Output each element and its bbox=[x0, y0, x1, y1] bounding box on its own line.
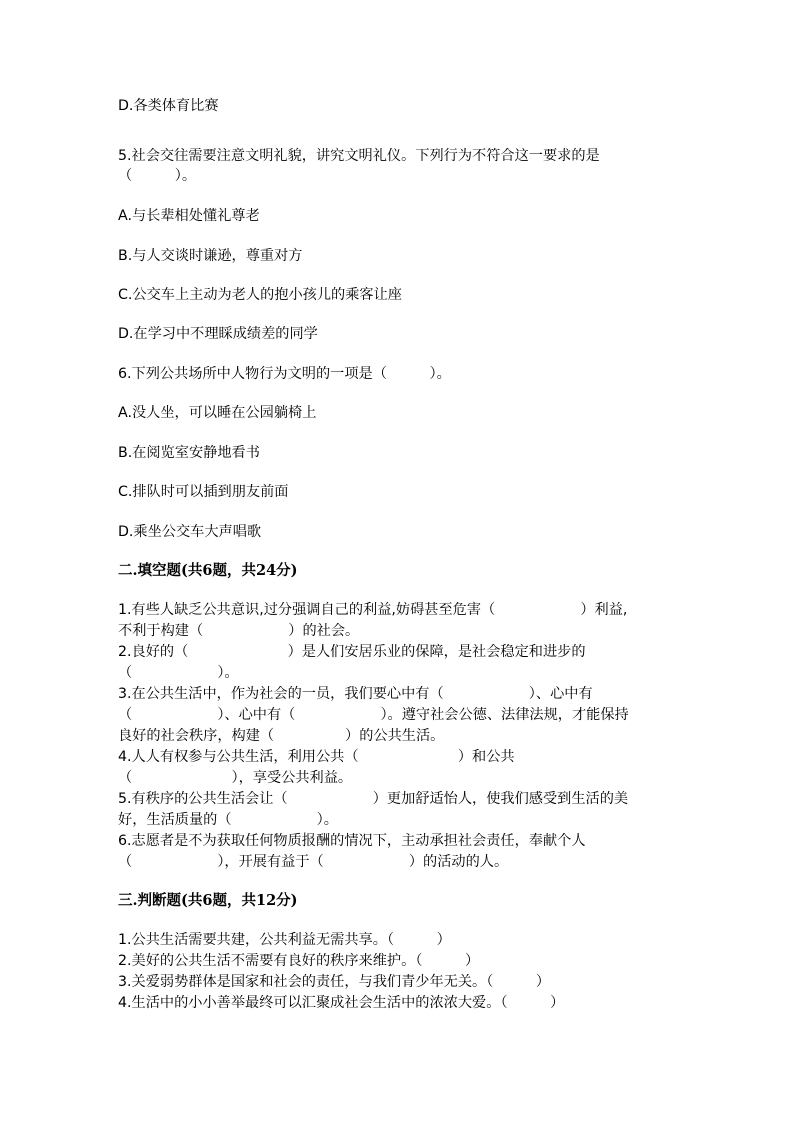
fill-line: 6.志愿者是不为获取任何物质报酬的情况下，主动承担社会责任，奉献个人 bbox=[118, 833, 586, 849]
q5-stem-line2: （ ）。 bbox=[118, 168, 197, 184]
fill-line: 5.有秩序的公共生活会让（ ）更加舒适怡人，使我们感受到生活的美 bbox=[118, 791, 629, 807]
fill-line: （ ），享受公共利益。 bbox=[118, 770, 353, 786]
judge-line: 2.美好的公共生活不需要有良好的秩序来维护。（ ） bbox=[118, 953, 480, 969]
q6-option-a: A.没人坐，可以睡在公园躺椅上 bbox=[118, 405, 317, 421]
fill-line: 好，生活质量的（ ）。 bbox=[118, 812, 338, 828]
q6-option-d: D.乘坐公交车大声唱歌 bbox=[118, 524, 262, 540]
q5-option-a: A.与长辈相处懂礼尊老 bbox=[118, 208, 260, 224]
fill-line: （ ），开展有益于（ ）的活动的人。 bbox=[118, 854, 509, 870]
fill-line: 2.良好的（ ）是人们安居乐业的保障，是社会稳定和进步的 bbox=[118, 644, 586, 660]
q5-stem-line1: 5.社会交往需要注意文明礼貌，讲究文明礼仪。下列行为不符合这一要求的是 bbox=[118, 148, 600, 164]
q6-option-b: B.在阅览室安静地看书 bbox=[118, 445, 260, 461]
q6-option-c: C.排队时可以插到朋友前面 bbox=[118, 484, 289, 500]
judge-line: 4.生活中的小小善举最终可以汇聚成社会生活中的浓浓大爱。（ ） bbox=[118, 995, 565, 1011]
section3-heading: 三.判断题(共6题，共12分) bbox=[118, 892, 298, 909]
q5-option-d: D.在学习中不理睬成绩差的同学 bbox=[118, 326, 318, 342]
q5-option-b: B.与人交谈时谦逊，尊重对方 bbox=[118, 248, 303, 264]
fill-line: （ ）、心中有（ ）。遵守社会公德、法律法规，才能保持 bbox=[118, 707, 629, 723]
q4-option-d: D.各类体育比赛 bbox=[118, 98, 219, 114]
section2-heading: 二.填空题(共6题，共24分) bbox=[118, 562, 298, 579]
fill-line: 不利于构建（ ）的社会。 bbox=[118, 623, 360, 639]
fill-line: 3.在公共生活中，作为社会的一员，我们要心中有（ ）、心中有 bbox=[118, 686, 593, 702]
judge-line: 1.公共生活需要共建，公共利益无需共享。（ ） bbox=[118, 932, 451, 948]
q6-stem: 6.下列公共场所中人物行为文明的一项是（ ）。 bbox=[118, 366, 451, 382]
fill-line: 良好的社会秩序，构建（ ）的公共生活。 bbox=[118, 728, 445, 744]
fill-line: 4.人人有权参与公共生活，利用公共（ ）和公共 bbox=[118, 749, 515, 765]
judge-line: 3.关爱弱势群体是国家和社会的责任，与我们青少年无关。（ ） bbox=[118, 974, 551, 990]
fill-line: （ ）。 bbox=[118, 665, 239, 681]
q5-option-c: C.公交车上主动为老人的抱小孩儿的乘客让座 bbox=[118, 287, 402, 303]
fill-line: 1.有些人缺乏公共意识,过分强调自己的利益,妨碍甚至危害（ ）利益, bbox=[118, 602, 628, 618]
